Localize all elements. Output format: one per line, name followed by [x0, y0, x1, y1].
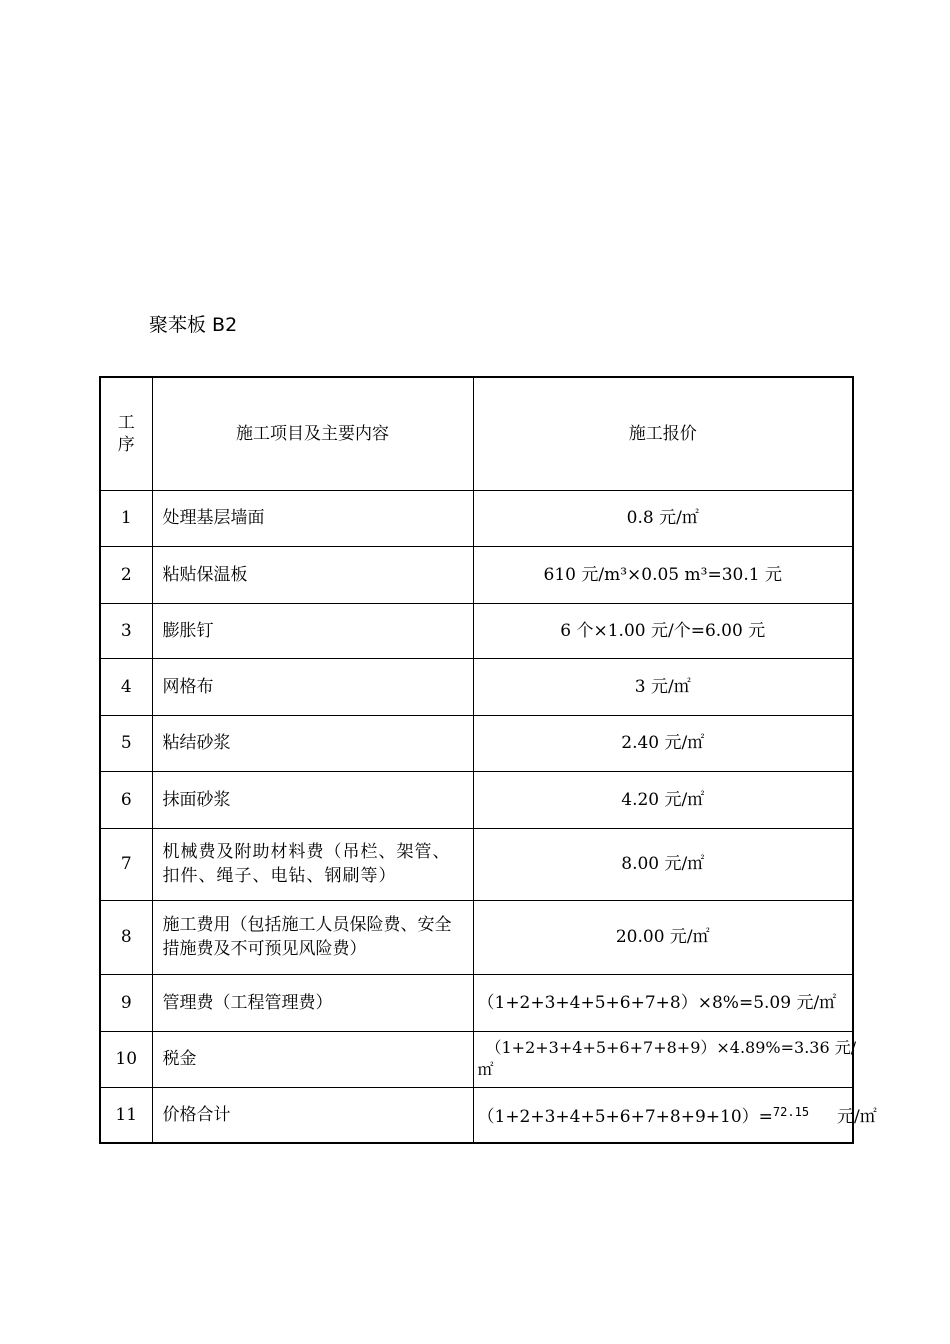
row-item: 税金 — [152, 1031, 473, 1087]
header-item: 施工项目及主要内容 — [152, 377, 473, 490]
row-number: 3 — [100, 603, 152, 658]
table-header-row — [100, 377, 853, 490]
row-item: 管理费（工程管理费） — [152, 974, 473, 1031]
table-row — [100, 974, 853, 1031]
table-row — [100, 771, 853, 828]
row-price-unit: 元/㎡ — [837, 1107, 877, 1128]
row-number: 4 — [100, 658, 152, 715]
document-title: 聚苯板 B2 — [149, 314, 238, 336]
row-item: 施工费用（包括施工人员保险费、安全措施费及不可预见风险费） — [152, 900, 473, 974]
table-row — [100, 828, 853, 900]
row-price: （1+2+3+4+5+6+7+8）×8%=5.09 元/㎡ — [473, 974, 853, 1031]
row-number: 5 — [100, 715, 152, 771]
row-price: 610 元/m³×0.05 m³=30.1 元 — [473, 546, 853, 603]
row-price — [473, 1087, 877, 1143]
row-item: 粘贴保温板 — [152, 546, 473, 603]
table-row — [100, 490, 853, 546]
row-item: 网格布 — [152, 658, 473, 715]
row-item: 粘结砂浆 — [152, 715, 473, 771]
table-row — [100, 546, 853, 603]
row-price: 0.8 元/㎡ — [473, 490, 853, 546]
row-price — [473, 1031, 857, 1087]
row-number: 6 — [100, 771, 152, 828]
row-item: 价格合计 — [152, 1087, 473, 1143]
row-item: 膨胀钉 — [152, 603, 473, 658]
table-row — [100, 658, 853, 715]
row-price-line1: （1+2+3+4+5+6+7+8+9）×4.89%=3.36 元/ — [485, 1038, 857, 1057]
table-row — [100, 603, 853, 658]
row-item: 处理基层墙面 — [152, 490, 473, 546]
row-number: 8 — [100, 900, 152, 974]
row-price: 20.00 元/㎡ — [473, 900, 853, 974]
row-price-line2: ㎡ — [477, 1060, 494, 1079]
quote-table — [99, 376, 877, 1144]
header-price: 施工报价 — [473, 377, 853, 490]
table-row — [100, 900, 853, 974]
row-number: 1 — [100, 490, 152, 546]
row-price: 8.00 元/㎡ — [473, 828, 853, 900]
row-item: 机械费及附助材料费（吊栏、架管、扣件、绳子、电钻、钢刷等） — [152, 828, 473, 900]
row-price: 6 个×1.00 元/个=6.00 元 — [473, 603, 853, 658]
header-seq-line1: 工 — [117, 412, 135, 433]
table-row — [100, 715, 853, 771]
row-number: 9 — [100, 974, 152, 1031]
row-price-total: 72.15 — [772, 1105, 810, 1120]
row-number: 2 — [100, 546, 152, 603]
row-price: 4.20 元/㎡ — [473, 771, 853, 828]
table-row — [100, 1031, 853, 1087]
row-price-formula: （1+2+3+4+5+6+7+8+9+10）= — [477, 1107, 773, 1128]
row-number: 11 — [100, 1087, 152, 1143]
row-price: 3 元/㎡ — [473, 658, 853, 715]
row-number: 7 — [100, 828, 152, 900]
row-number: 10 — [100, 1031, 152, 1087]
row-price: 2.40 元/㎡ — [473, 715, 853, 771]
header-seq-line2: 序 — [117, 434, 135, 455]
header-seq — [100, 377, 152, 490]
row-item: 抹面砂浆 — [152, 771, 473, 828]
table-row — [100, 1087, 853, 1143]
